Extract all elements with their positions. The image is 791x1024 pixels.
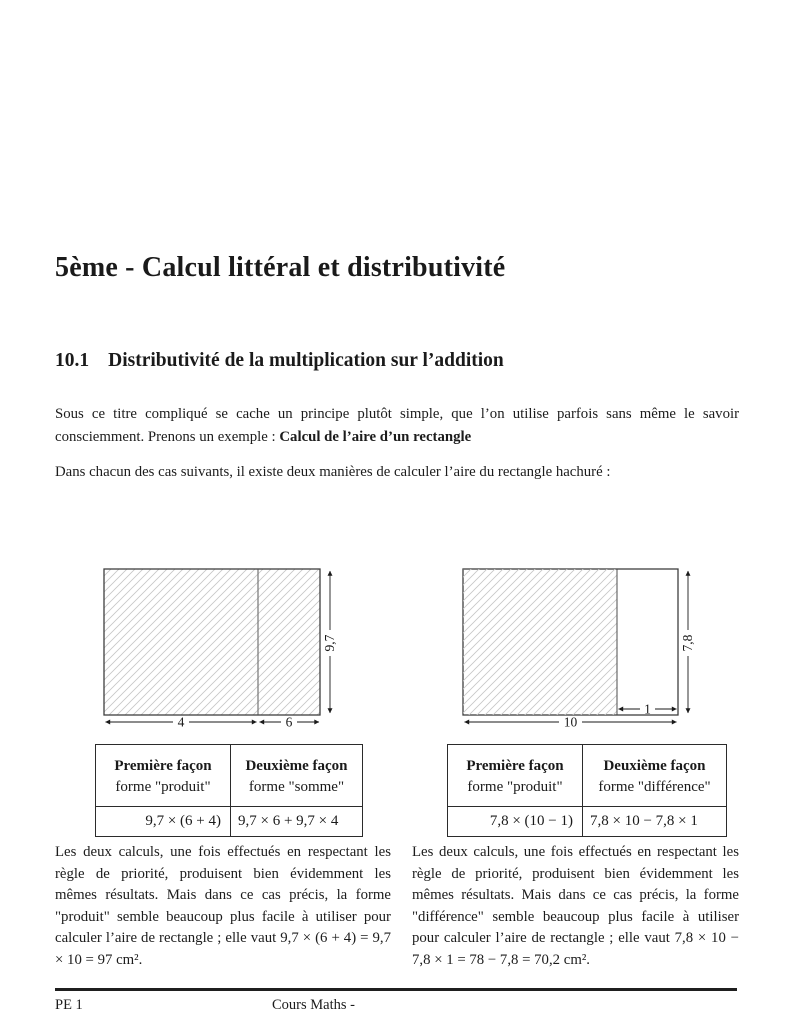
table-header-first-way: Première façon: [466, 758, 564, 774]
height-dim-label: 9,7: [322, 634, 337, 652]
table-row: [96, 745, 363, 776]
figure-rectangle-left: [90, 558, 345, 736]
footer-page-id: PE 1: [55, 997, 83, 1013]
table-row: [448, 807, 727, 837]
footer-course-label: Cours Maths -: [272, 997, 355, 1013]
section-heading: [55, 350, 755, 372]
table-row: [448, 745, 727, 776]
table-calc-product: 7,8 × (10 − 1): [448, 807, 583, 837]
hatched-rectangle: [104, 569, 320, 715]
table-row: [96, 775, 363, 807]
intro-text: Sous ce titre compliqué se cache un principe plutôt simple, que l’on utilise parfois sans même le savoir consciemment. Prenons un exemple :: [55, 406, 739, 445]
comparison-table-left: [95, 744, 363, 837]
section-title: Distributivité de la multiplication sur l’addition: [108, 350, 504, 372]
table-header-first-way: Première façon: [114, 758, 212, 774]
height-dim-label: 7,8: [680, 634, 695, 652]
width1-dim-label: 4: [177, 714, 185, 730]
conclusion-paragraph-left: Les deux calculs, une fois effectués en respectant les règle de priorité, produisent bien évidemment les mêmes résultats. Mais dans ce cas précis, la forme "produit" semble beaucoup plus facile à utiliser pour calculer l’aire de rectangle ; elle vaut 9,7 × (6 + 4) = 9,7 × 10 = 97 cm².: [55, 844, 391, 968]
table-calc-difference: 7,8 × 10 − 7,8 × 1: [583, 807, 727, 837]
comparison-table-right: [447, 744, 727, 837]
cases-paragraph: Dans chacun des cas suivants, il existe deux manières de calculer l’aire du rectangle hachuré :: [55, 464, 611, 480]
intro-paragraph: [55, 403, 739, 449]
table-row: [96, 807, 363, 837]
footer-rule: [55, 988, 737, 991]
width2-dim-label: 6: [285, 714, 293, 730]
table-form-product: forme "produit": [467, 778, 563, 795]
intro-bold-phrase: Calcul de l’aire d’un rectangle: [279, 429, 472, 445]
table-form-difference: forme "différence": [583, 775, 727, 807]
page-title: 5ème - Calcul littéral et distributivité: [55, 251, 506, 283]
table-form-product: forme "produit": [115, 778, 211, 795]
part-dim-label: 1: [644, 701, 651, 717]
hatched-rectangle: [463, 569, 617, 715]
total-dim-label: 10: [563, 714, 578, 730]
table-calc-sum: 9,7 × 6 + 9,7 × 4: [231, 807, 363, 837]
section-number: 10.1: [55, 350, 90, 372]
table-calc-product: 9,7 × (6 + 4): [96, 807, 231, 837]
table-header-second-way: Deuxième façon: [231, 745, 363, 776]
table-form-sum: forme "somme": [231, 775, 363, 807]
table-row: [448, 775, 727, 807]
conclusion-paragraph-right: Les deux calculs, une fois effectués en respectant les règle de priorité, produisent bien évidemment les mêmes résultats. Mais dans ce cas précis, la forme "différence" semble beaucoup plus facile à utiliser pour calculer l’aire de rectangle ; elle vaut 7,8 × 10 − 7,8 × 1 = 78 − 7,8 = 70,2 cm².: [412, 844, 739, 968]
figure-rectangle-right: [450, 558, 710, 736]
table-header-second-way: Deuxième façon: [583, 745, 727, 776]
